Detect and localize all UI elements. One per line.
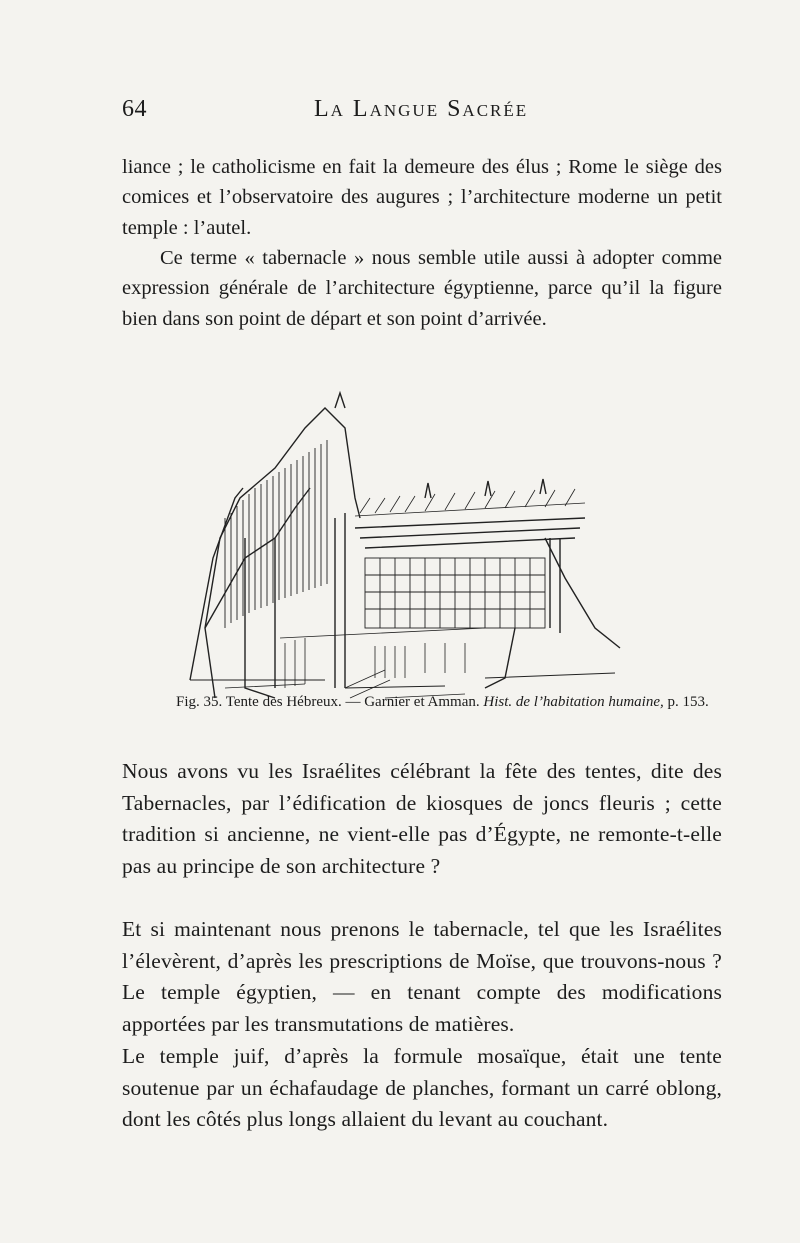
figure-caption: [176, 692, 736, 713]
running-header: [122, 96, 722, 136]
paragraph-continuation: liance ; le catholicisme en fait la demeure des élus ; Rome le siège des comices et l’observatoire des augures ; l’architecture moderne un petit temple : l’autel.: [122, 156, 722, 239]
running-title: La Langue Sacrée: [314, 96, 529, 122]
caption-main: Fig. 35. Tente des Hébreux. — Garnier et Amman.: [176, 694, 480, 710]
paragraph-tabernacle-moise: Et si maintenant nous prenons le tabernacle, tel que les Israélites l’élevèrent, d’après les prescriptions de Moïse, que trouvons-nous ? Le temple égyptien, — en tenant compte des modifications apportées par les transmutations de matières.: [122, 917, 722, 1036]
tent-illustration: [185, 388, 625, 708]
page-number: 64: [122, 96, 147, 122]
caption-end: p. 153.: [667, 694, 709, 710]
paragraph-tabernacle-term: Ce terme « tabernacle » nous semble utile aussi à adopter comme expression générale de l’architecture égyptienne, parce qu’il la figure bien dans son point de départ et son point d’arrivée.: [122, 247, 722, 330]
caption-italic: Hist. de l’habitation humaine,: [483, 694, 664, 710]
paragraph-israelites: Nous avons vu les Israélites célébrant la fête des tentes, dite des Tabernacles, par l’édification de kiosques de joncs fleuris ; cette tradition si ancienne, ne vient-elle pas d’Égypte, ne remonte-t-elle pas au principe de son architecture ?: [122, 759, 722, 878]
paragraph-temple-juif: Le temple juif, d’après la formule mosaïque, était une tente soutenue par un échafaudage de planches, formant un carré oblong, dont les côtés plus longs allaient du levant au couchant.: [122, 1044, 722, 1131]
